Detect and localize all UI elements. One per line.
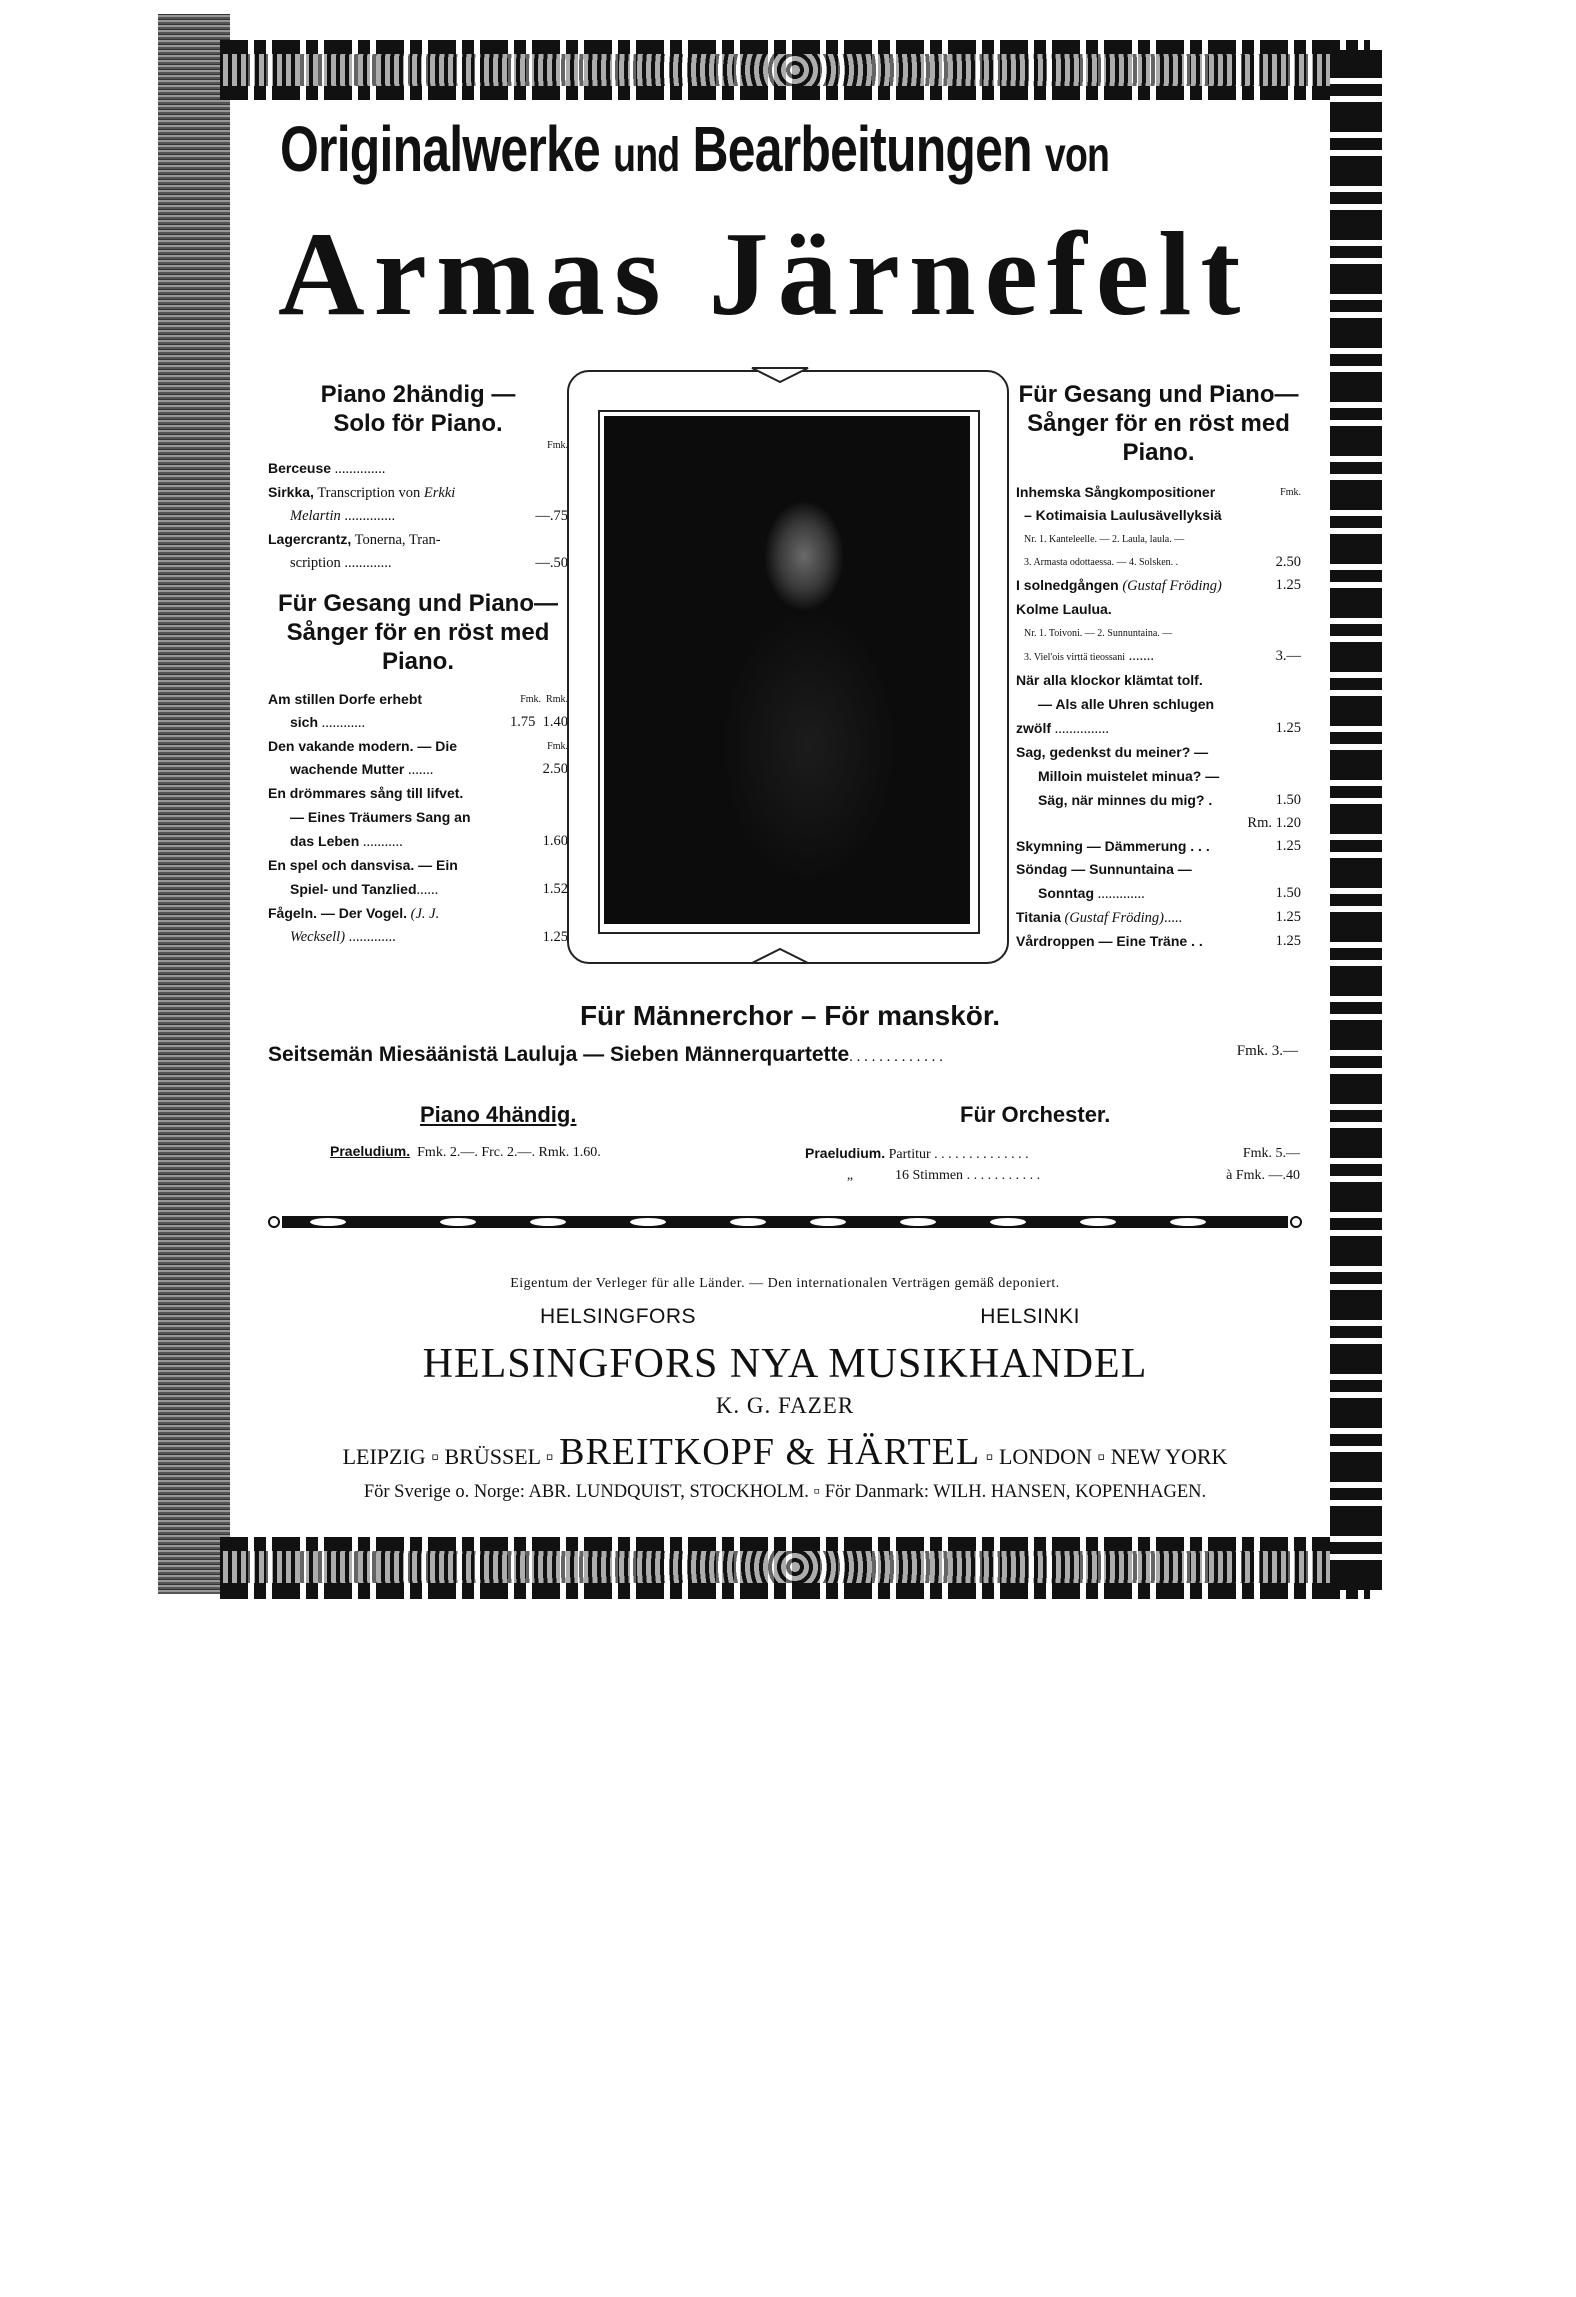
list-item: Sirkka, Transcription von Erkki	[268, 484, 456, 501]
song-item: Nr. 1. Kanteleelle. — 2. Laula, laula. —	[1024, 534, 1185, 545]
frame-clasp-bottom	[750, 947, 810, 969]
song-item: Inhemska Sångkompositioner Fmk.	[1016, 484, 1301, 500]
song-item: 3. Viel'ois virttä tieossani ....... 3.—	[1024, 648, 1301, 664]
list-item: Melartin .............. —.75	[290, 508, 568, 524]
song-item: Kolme Laulua.	[1016, 601, 1112, 617]
song-item: Säg, när minnes du mig? . 1.50	[1038, 792, 1301, 808]
maennerchor-heading: Für Männerchor – För manskör.	[579, 1000, 1001, 1031]
song-item: Titania (Gustaf Fröding)..... 1.25	[1016, 909, 1301, 926]
composer-portrait	[604, 416, 970, 924]
song-item: zwölf ............... 1.25	[1016, 720, 1301, 737]
publisher-cities	[540, 1305, 1080, 1329]
ornamental-divider	[268, 1212, 1302, 1232]
title-word: und	[613, 129, 680, 182]
song-item: wachende Mutter ....... 2.50	[290, 761, 568, 778]
publisher-owner: K. G. FAZER	[715, 1393, 855, 1418]
composer-name: Armas Järnefelt	[278, 207, 1250, 340]
orchester-heading: Für Orchester.	[960, 1102, 1111, 1127]
title-word: Originalwerke	[280, 113, 601, 185]
song-item: I solnedgången (Gustaf Fröding) 1.25	[1016, 577, 1301, 594]
section-heading: Piano.	[1122, 439, 1195, 466]
distributor-name: BREITKOPF & HÄRTEL	[559, 1431, 981, 1473]
title-word: Bearbeitungen	[692, 113, 1032, 185]
song-item: Rm. 1.20	[1247, 815, 1301, 831]
maennerchor-item: Seitsemän Miesäänistä Lauluja — Sieben Männerquartette. . . . . . . . . . . . . Fmk. 3.—	[268, 1043, 1298, 1066]
publisher-name: HELSINGFORS NYA MUSIKHANDEL	[422, 1341, 1148, 1387]
list-item: scription ............. —.50	[290, 555, 568, 571]
song-item: Milloin muistelet minua? —	[1038, 768, 1220, 784]
left-column	[268, 380, 568, 949]
section-heading: Sånger för en röst med	[286, 619, 550, 646]
list-item: Lagercrantz, Tonerna, Tran-	[268, 531, 441, 548]
song-item: Vårdroppen — Eine Träne . . 1.25	[1016, 933, 1301, 949]
binding-spine	[158, 14, 230, 1594]
distributor-line: LEIPZIG ▫ BRÜSSEL ▫ BREITKOPF & HÄRTEL ▫ LONDON ▫ NEW YORK	[342, 1431, 1228, 1473]
section-heading: Solo för Piano.	[333, 410, 503, 437]
orchester-items: Praeludium. Partitur . . . . . . . . . . . . . . Fmk. 5.— „ 16 Stimmen . . . . . . . . . . . à Fmk. —.40	[805, 1145, 1300, 1183]
piano4-heading: Piano 4händig.	[420, 1102, 577, 1127]
ornamental-border-right	[1330, 50, 1382, 1590]
title-line	[280, 112, 1110, 186]
agents-line: För Sverige o. Norge: ABR. LUNDQUIST, STOCKHOLM. ▫ För Danmark: WILH. HANSEN, KOPENHAGEN.	[363, 1482, 1207, 1502]
city-name: HELSINKI	[980, 1305, 1080, 1328]
song-item: sich ............ 1.75 1.40	[290, 714, 568, 731]
song-item: — Eines Träumers Sang an	[290, 809, 471, 825]
song-item: Den vakande modern. — Die Fmk.	[268, 738, 568, 754]
song-item: Wecksell) ............. 1.25	[290, 929, 568, 945]
song-item: das Leben ........... 1.60	[290, 833, 568, 850]
section-heading: Sånger för en röst med	[1027, 410, 1290, 437]
song-item: En spel och dansvisa. — Ein	[268, 857, 458, 873]
section-heading: Piano 2händig —	[320, 381, 516, 408]
city-name: HELSINGFORS	[540, 1305, 697, 1328]
piano4-item: Praeludium. Fmk. 2.—. Frc. 2.—. Rmk. 1.60.	[330, 1143, 601, 1160]
song-item: – Kotimaisia Laulusävellyksiä	[1024, 507, 1222, 523]
song-item: Söndag — Sunnuntaina —	[1016, 861, 1192, 877]
section-heading: Für Gesang und Piano—	[1018, 381, 1299, 408]
song-item: Fågeln. — Der Vogel. (J. J.	[268, 905, 440, 922]
section-heading: Für Gesang und Piano—	[277, 590, 559, 617]
song-item: — Als alle Uhren schlugen	[1038, 696, 1215, 712]
rights-notice: Eigentum der Verleger für alle Länder. — Den internationalen Verträgen gemäß deponiert.	[510, 1276, 1060, 1291]
song-item: Sonntag ............. 1.50	[1038, 885, 1301, 902]
song-item: När alla klockor klämtat tolf.	[1016, 672, 1203, 688]
title-word: von	[1044, 129, 1110, 182]
ornamental-border-bottom	[220, 1537, 1370, 1599]
list-item: Berceuse ..............	[268, 460, 386, 477]
song-item: 3. Armasta odottaessa. — 4. Solsken. . 2.50	[1024, 554, 1301, 570]
song-item: Nr. 1. Toivoni. — 2. Sunnuntaina. —	[1024, 628, 1173, 639]
song-item: En drömmares sång till lifvet.	[268, 785, 464, 801]
right-column	[1016, 380, 1301, 953]
ornamental-border-top	[220, 40, 1370, 100]
unit-label: Fmk.	[547, 440, 568, 451]
song-item: Spiel- und Tanzlied...... 1.52	[290, 881, 568, 898]
section-heading: Piano.	[381, 648, 454, 675]
song-item: Am stillen Dorfe erhebt Fmk. Rmk.	[268, 691, 568, 707]
song-item: Skymning — Dämmerung . . . 1.25	[1016, 838, 1301, 854]
song-item: Sag, gedenkst du meiner? —	[1016, 744, 1209, 760]
frame-clasp-top	[750, 362, 810, 384]
